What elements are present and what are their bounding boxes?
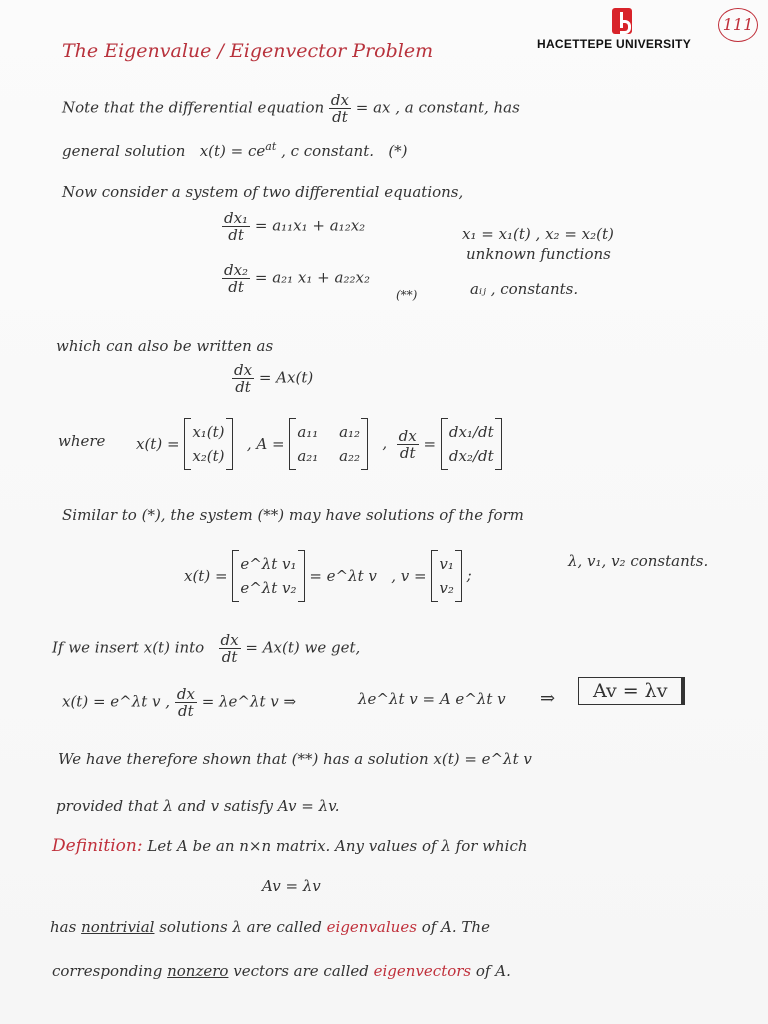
line-5: Similar to (*), the system (**) may have solutions of the form (62, 506, 524, 524)
line-8: We have therefore shown that (**) has a solution x(t) = e^λt v (58, 750, 532, 768)
dx-vector: dx₁/dt dx₂/dt (441, 418, 502, 470)
definition-label: Definition: (52, 836, 143, 856)
solution-form: x(t) = e^λt v₁ e^λt v₂ = e^λt v , v = v₁ v₂ ; (184, 550, 472, 602)
equation-tag-star: (*) (388, 142, 408, 160)
line-11-mid: vectors are called (233, 962, 369, 980)
page-number: 111 (718, 8, 758, 42)
line-10-text: solutions λ are called (159, 918, 322, 936)
nontrivial-word: nontrivial (81, 918, 155, 936)
fraction-dx-dt-2: $\frac{dx}{dt}$ (234, 361, 253, 396)
eigenvectors-word: eigenvectors (373, 962, 472, 980)
line-6 (52, 632, 360, 665)
solution-mid: = e^λt v (309, 567, 377, 585)
line-10-tail: of A. The (421, 918, 490, 936)
equation-tag-double-star: (**) (396, 288, 418, 302)
definitions-row: x(t) = x₁(t) x₂(t) , A = a₁₁ a₁₂ a₂₁ a₂₂ , $\frac{dx}{dt}$ = dx₁/dt dx₂/dt (136, 418, 502, 470)
line-9: provided that λ and v satisfy Av = λv. (56, 797, 340, 815)
where-label: where (58, 432, 106, 450)
eq1-rhs: = a₁₁x₁ + a₁₂x₂ (254, 216, 366, 235)
general-solution: x(t) = ce (199, 142, 266, 160)
fraction-dx-dt: $\frac{dx}{dt}$ (330, 91, 349, 126)
line-10-has: has (50, 918, 77, 936)
solution-vector: e^λt v₁ e^λt v₂ (232, 550, 304, 602)
system-eq-1 (222, 210, 365, 243)
fraction-dx-dt-5: $\frac{dx}{dt}$ (176, 685, 195, 720)
exponent: at (265, 140, 277, 153)
line-1-tail: = ax , a constant, has (355, 98, 520, 117)
eigenvalues-word: eigenvalues (326, 918, 417, 936)
x-def-label: x(t) = (136, 435, 180, 453)
solution-constants: λ, v₁, v₂ constants. (568, 552, 709, 570)
line-6-tail: = Ax(t) we get, (245, 638, 361, 657)
line-6-text: If we insert x(t) into (52, 638, 205, 657)
eigen-equation-box (578, 677, 682, 705)
equals-sign: = (423, 435, 437, 453)
line-11-tail: of A. (475, 962, 511, 980)
matrix-form-rhs: = Ax(t) (258, 368, 314, 387)
unknown-functions-note: unknown functions (466, 245, 611, 263)
line-7-text: x(t) = e^λt v , (62, 692, 171, 711)
unknowns-note: x₁ = x₁(t) , x₂ = x₂(t) (462, 225, 614, 243)
line-2-text: general solution (62, 142, 186, 160)
nonzero-word: nonzero (167, 962, 229, 980)
page-title: The Eigenvalue / Eigenvector Problem (62, 40, 434, 62)
eq2-rhs: = a₂₁ x₁ + a₂₂x₂ (254, 268, 370, 287)
line-1-text: Note that the differential equation (62, 98, 325, 117)
system-eq-2 (222, 262, 370, 295)
line-4: which can also be written as (56, 337, 274, 355)
line-11 (52, 962, 511, 980)
fraction-dx2-dt: $\frac{\text{dx₂}}{dt}$ (224, 261, 249, 296)
cancelled-equation: λe^λt v = A e^λt v (358, 690, 506, 708)
x-vector: x₁(t) x₂(t) (184, 418, 232, 470)
a-matrix: a₁₁ a₁₂ a₂₁ a₂₂ (289, 418, 368, 470)
definition-line (52, 836, 528, 856)
line-7 (62, 686, 296, 719)
fraction-dx1-dt: $\frac{\text{dx₁}}{dt}$ (224, 209, 249, 244)
constant-note: , c constant. (281, 142, 374, 160)
matrix-form-eq (232, 362, 313, 395)
line-2 (62, 140, 408, 160)
definition-text: Let A be an n×n matrix. Any values of λ for which (147, 837, 528, 855)
implies-arrow: ⇒ (540, 688, 556, 709)
solution-lhs: x(t) = (184, 567, 228, 585)
fraction-dx-dt-3: $\frac{dx}{dt}$ (398, 426, 417, 462)
hacettepe-logo-icon (612, 8, 632, 34)
derivative-expression: = λe^λt v ⇒ (201, 692, 297, 711)
v-vector: v₁ v₂ (431, 550, 462, 602)
fraction-dx-dt-4: $\frac{dx}{dt}$ (220, 631, 239, 666)
constants-note: aᵢⱼ , constants. (470, 280, 579, 298)
line-10 (50, 918, 490, 936)
line-1 (62, 92, 520, 125)
line-3: Now consider a system of two differential equations, (62, 183, 464, 201)
line-11-text: corresponding (52, 962, 163, 980)
definition-equation: Av = λv (262, 877, 321, 895)
boxed-equation: Av = λv (578, 677, 682, 705)
university-name: HACETTEPE UNIVERSITY (537, 37, 692, 51)
v-def-label: , v = (391, 567, 427, 585)
a-def-label: , A = (246, 435, 285, 453)
